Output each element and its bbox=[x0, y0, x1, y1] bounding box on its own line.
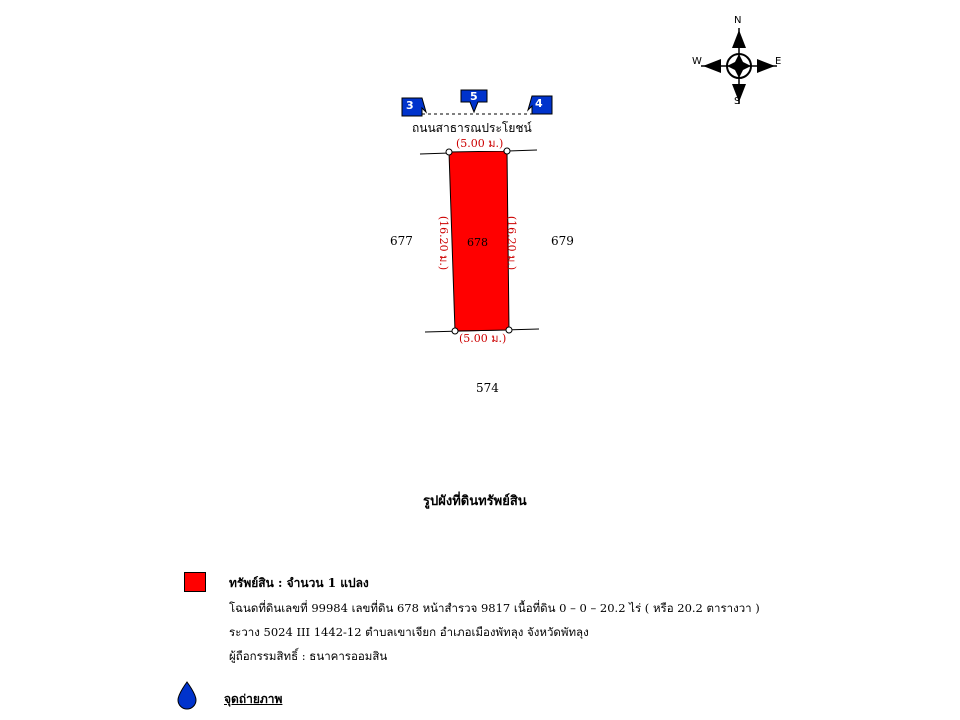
parcel-right-dimension: (16.20 ม.) bbox=[505, 215, 519, 271]
neighbor-parcel-bottom: 574 bbox=[476, 381, 499, 395]
photo-marker-5-label: 5 bbox=[470, 90, 478, 103]
legend-photo-point-label: จุดถ่ายภาพ bbox=[224, 692, 283, 706]
parcel-number: 678 bbox=[467, 236, 488, 249]
compass-south-label: S bbox=[734, 96, 741, 107]
road-label: ถนนสาธารณประโยชน์ bbox=[412, 121, 532, 135]
legend-owner-line: ผู้ถือกรรมสิทธิ์ : ธนาคารออมสิน bbox=[229, 649, 388, 663]
legend-deed-line: โฉนดที่ดินเลขที่ 99984 เลขที่ดิน 678 หน้าสำรวจ 9817 เนื้อที่ดิน 0 – 0 – 20.2 ไร่ ( หรือ 20.2 ตารางวา ) bbox=[229, 601, 760, 615]
photo-marker-3-label: 3 bbox=[406, 99, 414, 112]
neighbor-parcel-right: 679 bbox=[551, 234, 574, 248]
legend-asset-label: ทรัพย์สิน : จำนวน 1 แปลง bbox=[229, 576, 369, 590]
legend-location-line: ระวาง 5024 III 1442-12 ตำบลเขาเจียก อำเภอเมืองพัทลุง จังหวัดพัทลุง bbox=[229, 625, 589, 639]
asset-legend-swatch bbox=[184, 572, 206, 592]
compass-north-label: N bbox=[734, 15, 742, 26]
compass-west-label: W bbox=[692, 56, 702, 67]
compass-east-label: E bbox=[775, 56, 782, 67]
photo-point-drop-icon bbox=[176, 680, 198, 710]
photo-marker-4-label: 4 bbox=[535, 97, 543, 110]
neighbor-parcel-left: 677 bbox=[390, 234, 413, 248]
parcel-left-dimension: (16.20 ม.) bbox=[437, 215, 451, 271]
parcel-top-dimension: (5.00 ม.) bbox=[456, 137, 504, 150]
parcel-bottom-dimension: (5.00 ม.) bbox=[459, 332, 507, 345]
photo-marker-3-icon[interactable] bbox=[400, 94, 428, 118]
diagram-title: รูปผังที่ดินทรัพย์สิน bbox=[423, 494, 527, 509]
